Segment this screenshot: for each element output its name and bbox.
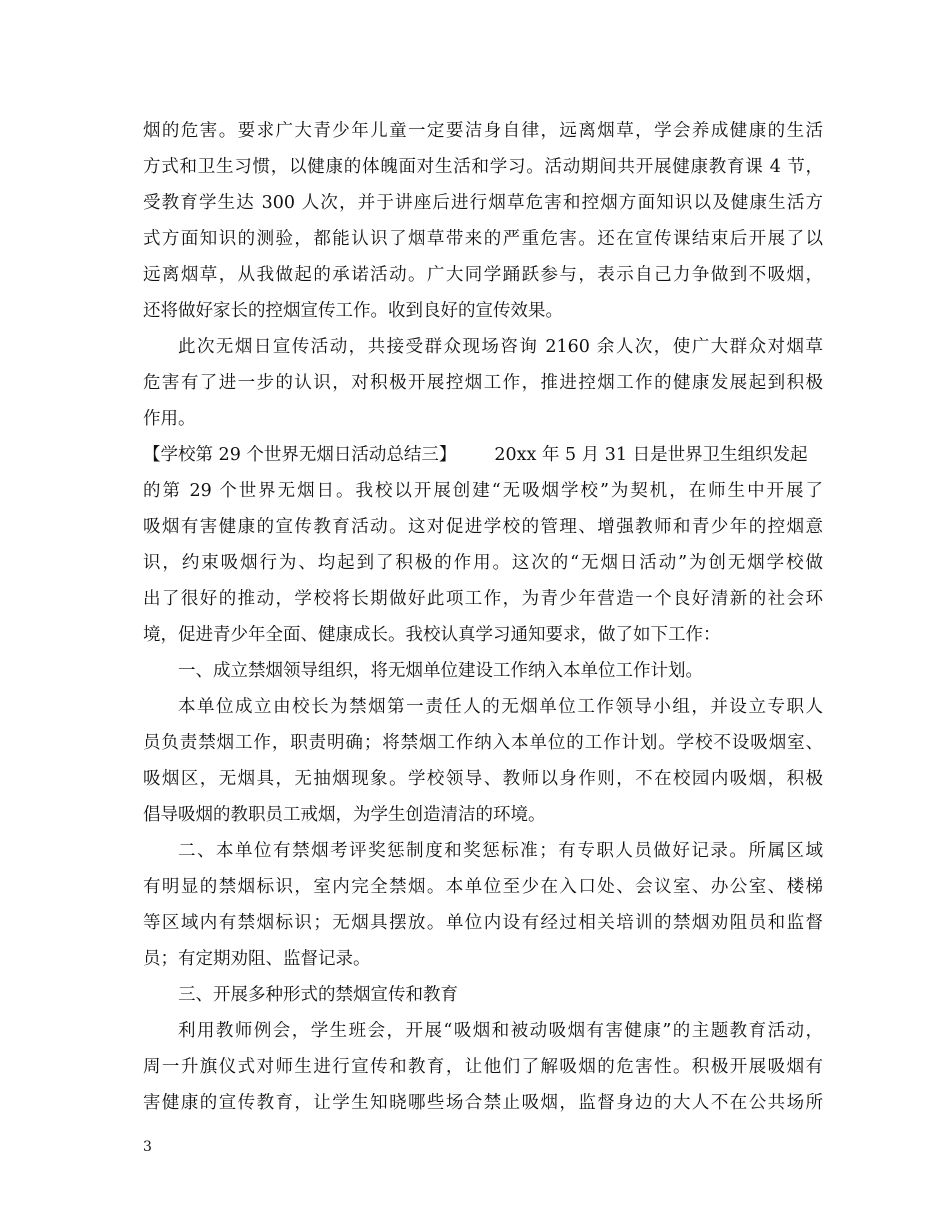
text-line: 员；有定期劝阻、监督记录。: [143, 949, 371, 969]
text-line: 倡导吸烟的教职员工戒烟，为学生创造清洁的环境。: [143, 805, 546, 825]
paragraph-start-line: 利用教师例会，学生班会，开展“吸烟和被动吸烟有害健康”的主题教育活动，: [178, 1021, 823, 1041]
text-line: 还将做好家长的控烟宣传工作。收到良好的宣传效果。: [143, 301, 563, 321]
text-line: 的第 29 个世界无烟日。我校以开展创建“无吸烟学校”为契机，在师生中开展了: [143, 481, 823, 501]
section-heading: 【学校第 29 个世界无烟日活动总结三】: [143, 445, 457, 465]
text-line: 吸烟区，无烟具，无抽烟现象。学校领导、教师以身作则，不在校园内吸烟，积极: [143, 769, 823, 789]
text-line: 作用。: [143, 409, 196, 429]
page-number: 3: [143, 1139, 152, 1155]
subheading-one: 一、成立禁烟领导组织，将无烟单位建设工作纳入本单位工作计划。: [178, 661, 703, 681]
subheading-three: 三、开展多种形式的禁烟宣传和教育: [178, 985, 458, 1005]
text-line: 吸烟有害健康的宣传教育活动。这对促进学校的管理、增强教师和青少年的控烟意: [143, 517, 823, 537]
text-line: 远离烟草，从我做起的承诺活动。广大同学踊跃参与，表示自己力争做到不吸烟，: [143, 265, 823, 285]
text-line: 害健康的宣传教育，让学生知晓哪些场合禁止吸烟，监督身边的大人不在公共场所: [143, 1093, 823, 1113]
text-line: 周一升旗仪式对师生进行宣传和教育，让他们了解吸烟的危害性。积极开展吸烟有: [143, 1057, 823, 1077]
body-text: [143, 113, 823, 1121]
text-line: 受教育学生达 300 人次，并于讲座后进行烟草危害和控烟方面知识以及健康生活方: [143, 193, 823, 213]
text-line: 识，约束吸烟行为、均起到了积极的作用。这次的“无烟日活动”为创无烟学校做: [143, 553, 823, 573]
paragraph-start-line: 本单位成立由校长为禁烟第一责任人的无烟单位工作领导小组，并设立专职人: [178, 697, 823, 717]
paragraph-start-line: 此次无烟日宣传活动，共接受群众现场咨询 2160 余人次，使广大群众对烟草: [178, 337, 823, 357]
text-line: 员负责禁烟工作，职责明确；将禁烟工作纳入本单位的工作计划。学校不设吸烟室、: [143, 733, 823, 753]
text-line: 方式和卫生习惯，以健康的体魄面对生活和学习。活动期间共开展健康教育课 4 节，: [143, 157, 823, 177]
heading-continuation: 20xx 年 5 月 31 日是世界卫生组织发起: [494, 445, 808, 465]
subheading-two-line: 二、本单位有禁烟考评奖惩制度和奖惩标准；有专职人员做好记录。所属区域: [178, 841, 823, 861]
section-heading-line: [143, 437, 823, 473]
text-line: 等区域内有禁烟标识；无烟具摆放。单位内设有经过相关培训的禁烟劝阻员和监督: [143, 913, 823, 933]
text-line: 有明显的禁烟标识，室内完全禁烟。本单位至少在入口处、会议室、办公室、楼梯: [143, 877, 823, 897]
text-line: 危害有了进一步的认识，对积极开展控烟工作，推进控烟工作的健康发展起到积极: [143, 373, 823, 393]
text-line: 出了很好的推动，学校将长期做好此项工作，为青少年营造一个良好清新的社会环: [143, 589, 823, 609]
text-line: 境，促进青少年全面、健康成长。我校认真学习通知要求，做了如下工作：: [143, 625, 721, 645]
text-line: 式方面知识的测验，都能认识了烟草带来的严重危害。还在宣传课结束后开展了以: [143, 229, 823, 249]
text-line: 烟的危害。要求广大青少年儿童一定要洁身自律，远离烟草，学会养成健康的生活: [143, 121, 823, 141]
